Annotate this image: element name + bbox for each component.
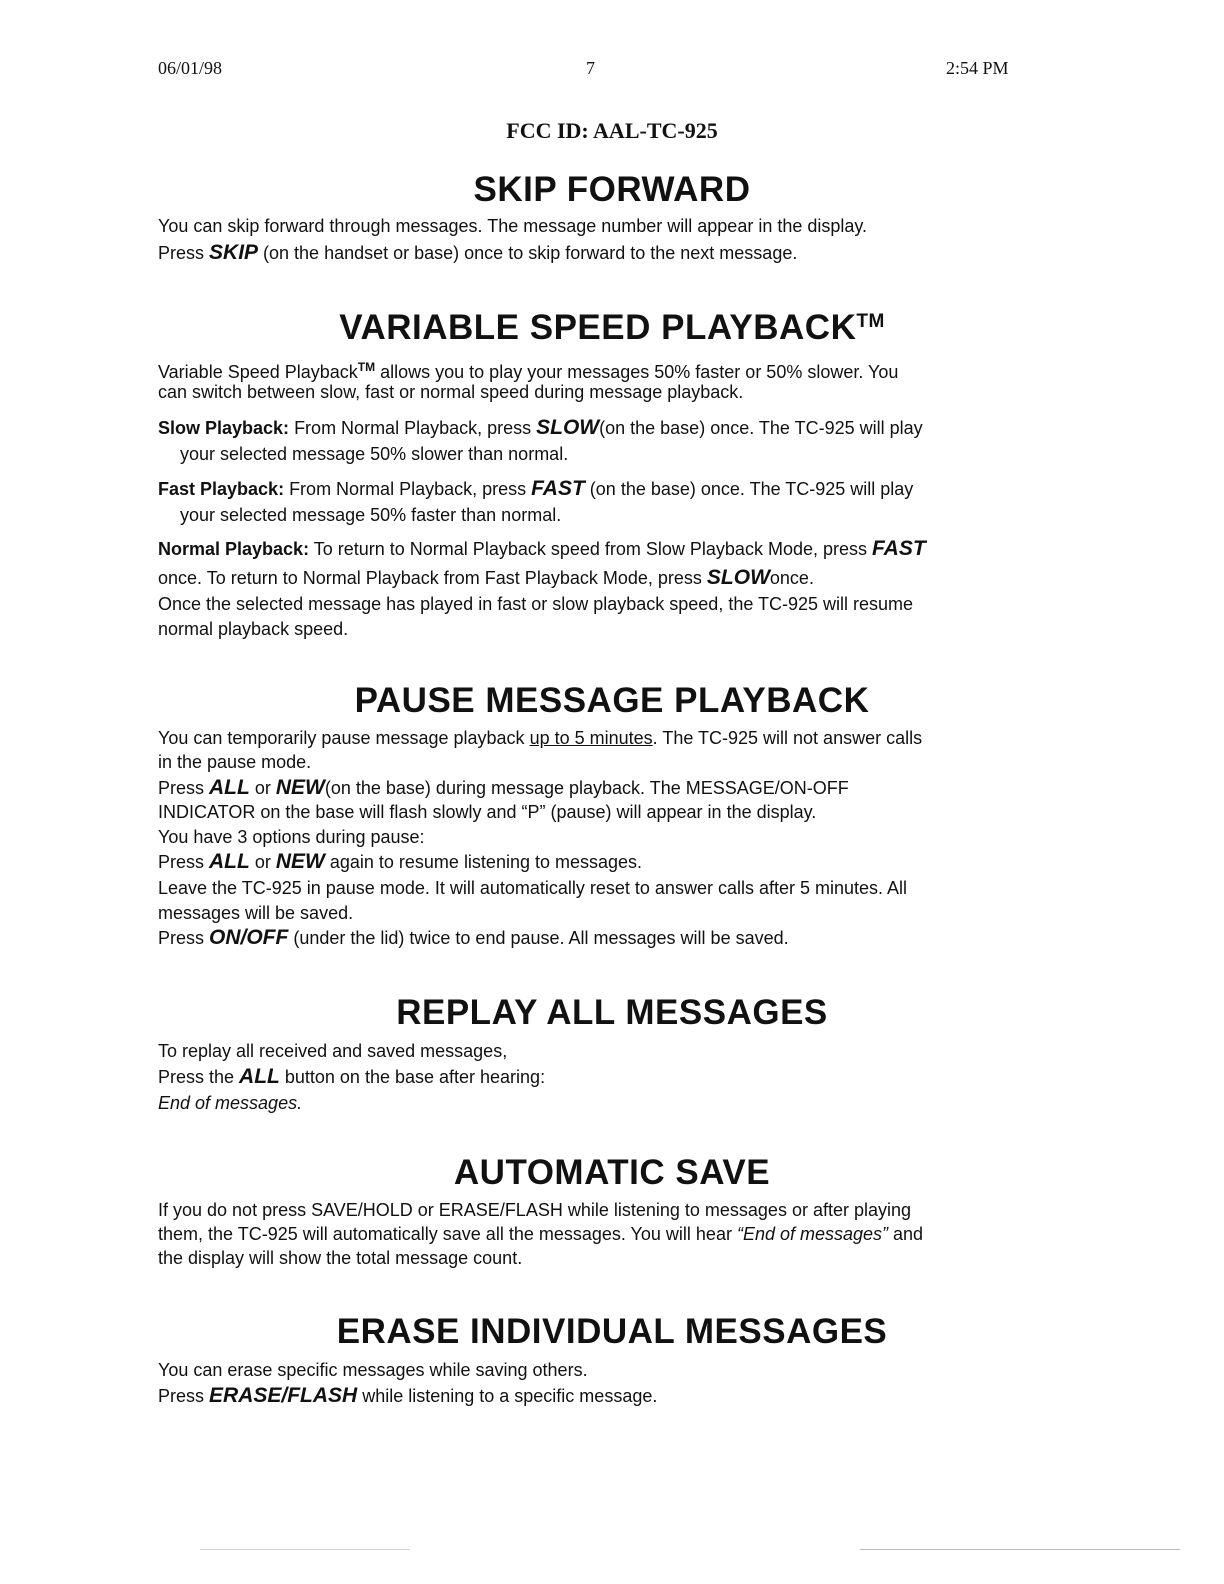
pause-line-3: Press ALL or NEW(on the base) during message playback. The MESSAGE/ON-OFF	[158, 776, 849, 799]
pause-line-8: messages will be saved.	[158, 903, 354, 923]
all-key: ALL	[209, 850, 250, 873]
section-title-skip-forward: SKIP FORWARD	[473, 170, 751, 209]
erase-line-2: Press ERASE/FLASH while listening to a specific message.	[158, 1384, 658, 1407]
fcc-id: FCC ID: AAL-TC-925	[506, 118, 718, 143]
section-title-automatic-save: AUTOMATIC SAVE	[453, 1153, 771, 1192]
new-key: NEW	[275, 850, 325, 873]
erase-flash-key: ERASE/FLASH	[209, 1384, 358, 1407]
replay-line-1: To replay all received and saved messages,	[158, 1041, 508, 1061]
variable-speed-intro: Variable Speed Playback™ allows you to play your messages 50% faster or 50% slower. You	[158, 360, 899, 382]
slow-key: SLOW	[536, 416, 600, 439]
pause-line-1: You can temporarily pause message playback up to 5 minutes. The TC-925 will not answer calls	[158, 728, 923, 748]
on-off-key: ON/OFF	[209, 926, 289, 949]
fast-key: FAST	[531, 477, 585, 500]
section-title-variable-speed: VARIABLE SPEED PLAYBACK™	[339, 308, 885, 347]
autosave-line-1: If you do not press SAVE/HOLD or ERASE/FLASH while listening to messages or after playing	[158, 1200, 912, 1220]
pause-line-6: Press ALL or NEW again to resume listening to messages.	[158, 850, 643, 873]
autosave-line-3: the display will show the total message count.	[158, 1248, 523, 1268]
pause-line-9: Press ON/OFF (under the lid) twice to end pause. All messages will be saved.	[158, 926, 789, 949]
header-time: 2:54 PM	[946, 58, 1009, 78]
replay-line-3: End of messages.	[158, 1093, 303, 1113]
scan-artifact	[200, 1549, 410, 1550]
pause-line-2: in the pause mode.	[158, 752, 312, 772]
fast-playback-detail: your selected message 50% faster than normal.	[180, 505, 562, 525]
fast-key: FAST	[872, 537, 926, 560]
pause-line-4: INDICATOR on the base will flash slowly and “P” (pause) will appear in the display.	[158, 802, 817, 822]
normal-playback-item: Normal Playback: To return to Normal Playback speed from Slow Playback Mode, press FAST	[158, 537, 926, 560]
section-title-replay: REPLAY ALL MESSAGES	[396, 993, 828, 1032]
skip-forward-instruction: Press SKIP (on the handset or base) once to skip forward to the next message.	[158, 241, 798, 264]
erase-line-1: You can erase specific messages while saving others.	[158, 1360, 588, 1380]
slow-key: SLOW	[706, 566, 770, 589]
all-key: ALL	[209, 776, 250, 799]
section-title-erase: ERASE INDIVIDUAL MESSAGES	[336, 1312, 888, 1351]
replay-line-2: Press the ALL button on the base after hearing:	[158, 1065, 546, 1088]
pause-line-7: Leave the TC-925 in pause mode. It will automatically reset to answer calls after 5 minutes. All	[158, 878, 908, 898]
all-key: ALL	[239, 1065, 280, 1088]
slow-playback-detail: your selected message 50% slower than normal.	[180, 444, 569, 464]
resume-note-2: normal playback speed.	[158, 619, 349, 639]
normal-playback-detail: once. To return to Normal Playback from Fast Playback Mode, press SLOWonce.	[158, 566, 814, 589]
fast-playback-item: Fast Playback: From Normal Playback, press FAST (on the base) once. The TC-925 will play	[158, 477, 914, 500]
skip-key: SKIP	[209, 241, 259, 264]
autosave-line-2: them, the TC-925 will automatically save all the messages. You will hear “End of messages” and	[158, 1224, 924, 1244]
variable-speed-intro-2: can switch between slow, fast or normal speed during message playback.	[158, 382, 744, 402]
new-key: NEW	[275, 776, 325, 799]
header-date: 06/01/98	[158, 58, 223, 78]
page-number: 7	[586, 58, 595, 78]
slow-playback-item: Slow Playback: From Normal Playback, press SLOW(on the base) once. The TC-925 will play	[158, 416, 923, 439]
skip-forward-line: You can skip forward through messages. The message number will appear in the display.	[158, 216, 868, 236]
section-title-pause: PAUSE MESSAGE PLAYBACK	[354, 681, 870, 720]
scan-artifact	[860, 1549, 1180, 1550]
pause-line-5: You have 3 options during pause:	[158, 827, 425, 847]
resume-note: Once the selected message has played in fast or slow playback speed, the TC-925 will resume	[158, 594, 914, 614]
